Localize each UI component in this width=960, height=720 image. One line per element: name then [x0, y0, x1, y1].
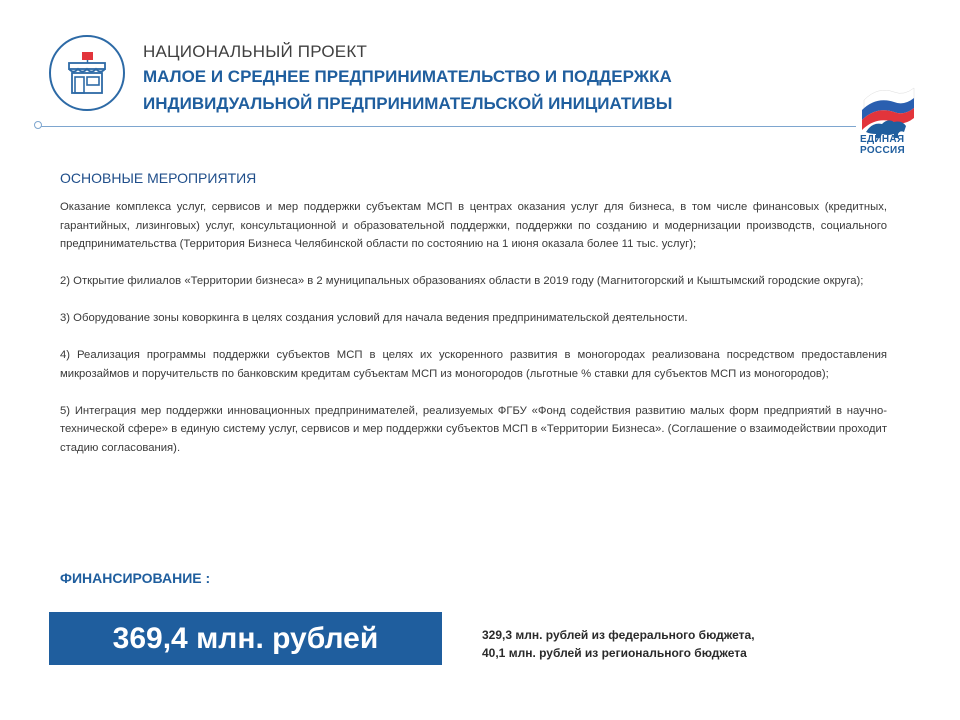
financing-breakdown: [482, 626, 755, 662]
measures-title: ОСНОВНЫЕ МЕРОПРИЯТИЯ: [60, 170, 257, 186]
measure-item: 4) Реализация программы поддержки субъектов МСП в целях их ускоренного развития в моногородах реализована посредством предоставления микрозаймов и поручительств по банковским кредитам субъектам МСП из моногородов (льготные % ставки для субъектов МСП из моногородов);: [60, 349, 887, 380]
financing-title: ФИНАНСИРОВАНИЕ :: [60, 570, 211, 586]
measure-item: 5) Интеграция мер поддержки инновационных предпринимателей, реализуемых ФГБУ «Фонд содействия развитию малых форм предприятий в научно-технической сфере» в единую систему услуг, сервисов и мер поддержки субъектов МСП в «Территории Бизнеса». (Соглашение о взаимодействии проходит стадию согласования).: [60, 404, 887, 454]
storefront-icon: [63, 49, 111, 97]
federal-budget: 329,3 млн. рублей из федерального бюджета,: [482, 628, 755, 642]
measure-item: 2) Открытие филиалов «Территории бизнеса» в 2 муниципальных образованиях области в 2019 году (Магнитогорский и Кыштымский городские округа);: [60, 275, 864, 287]
divider-dot: [34, 121, 42, 129]
project-title-line2: ИНДИВИДУАЛЬНОЙ ПРЕДПРИНИМАТЕЛЬСКОЙ ИНИЦИАТИВЫ: [143, 94, 673, 113]
project-title-line1: МАЛОЕ И СРЕДНЕЕ ПРЕДПРИНИМАТЕЛЬСТВО И ПОДДЕРЖКА: [143, 67, 672, 86]
measures-list: [60, 198, 887, 476]
measure-item: Оказание комплекса услуг, сервисов и мер поддержки субъектам МСП в центрах оказания услуг для бизнеса, в том числе финансовых (кредитных, гарантийных, лизинговых) услуг, консультационной и образовательной поддержки, поддержки по созданию и модернизации производств, социального предпринимательства (Территория Бизнеса Челябинской области по состоянию на 1 июня оказала более 11 тыс. услуг);: [60, 201, 887, 250]
project-kicker: НАЦИОНАЛЬНЫЙ ПРОЕКТ: [143, 42, 368, 61]
header: [143, 42, 672, 116]
party-name-line2: РОССИЯ: [860, 145, 905, 156]
party-name-line1: ЕДИНАЯ: [860, 134, 905, 145]
regional-budget: 40,1 млн. рублей из регионального бюджета: [482, 646, 747, 660]
financing-total-value: 369,4 млн. рублей: [112, 621, 379, 655]
project-logo: [49, 35, 125, 111]
measure-item: 3) Оборудование зоны коворкинга в целях создания условий для начала ведения предпринимательской деятельности.: [60, 312, 688, 324]
header-divider: [40, 126, 856, 127]
financing-total: [49, 612, 442, 665]
party-name: [860, 134, 920, 156]
